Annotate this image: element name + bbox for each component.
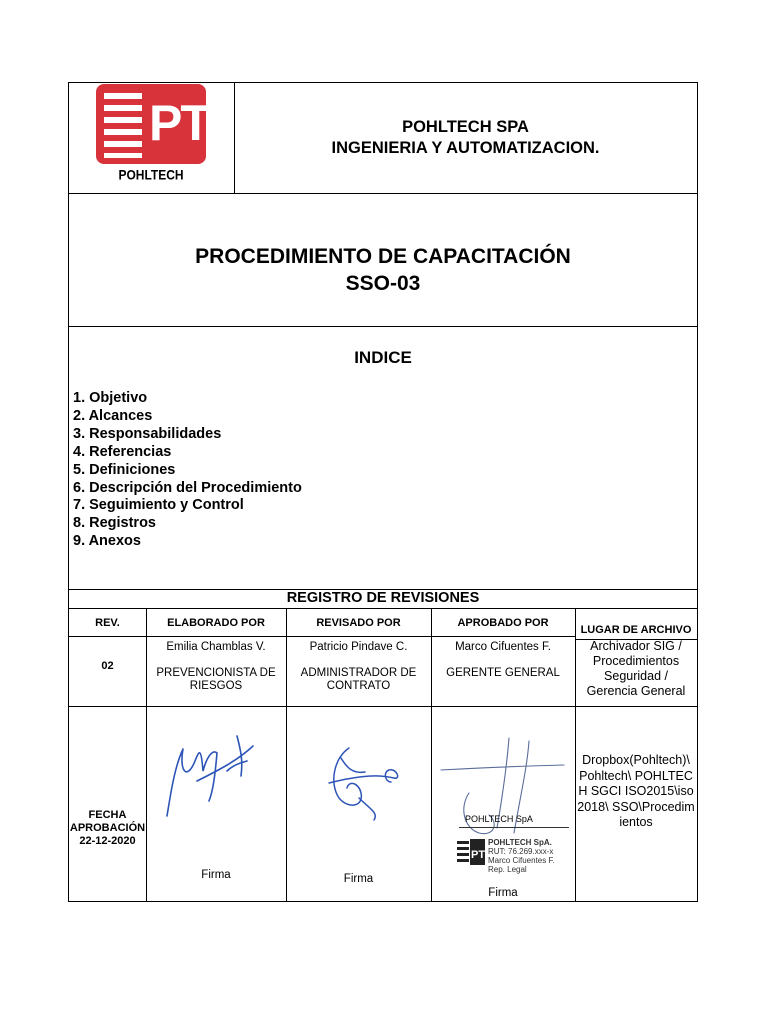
company-line-2: INGENIERIA Y AUTOMATIZACION. bbox=[331, 139, 600, 157]
logo-mark: PT bbox=[149, 95, 209, 151]
index-list bbox=[73, 390, 302, 551]
index-item: 5. Definiciones bbox=[73, 461, 176, 478]
company-logo bbox=[69, 83, 234, 193]
lugar-archivo-2: Dropbox(Pohltech)\ Pohltech\ POHLTECH SGCI ISO2015\iso2018\ SSO\Procedimientos bbox=[577, 753, 695, 829]
index-item: 9. Anexos bbox=[73, 533, 141, 550]
col-header-aprobado: APROBADO POR bbox=[457, 617, 549, 629]
stamp-label: POHLTECH SpA bbox=[465, 814, 533, 824]
firma-label-revisado: Firma bbox=[343, 873, 374, 885]
document-title bbox=[69, 243, 697, 297]
index-item: 6. Descripción del Procedimiento bbox=[73, 479, 302, 496]
aprobado-role: GERENTE GENERAL bbox=[446, 667, 560, 679]
signature-revisado bbox=[319, 738, 409, 823]
document-title-line-1: PROCEDIMIENTO DE CAPACITACIÓN bbox=[195, 245, 571, 268]
signature-elaborado bbox=[157, 721, 267, 821]
index-title: INDICE bbox=[354, 348, 412, 367]
index-item: 3. Responsabilidades bbox=[73, 425, 222, 442]
col-header-elaborado: ELABORADO POR bbox=[167, 617, 265, 629]
lugar-archivo-1: Archivador SIG / Procedimientos Seguridad / Gerencia General bbox=[586, 639, 686, 698]
revisado-name: Patricio Pindave C. bbox=[309, 641, 408, 653]
col-header-revisado: REVISADO POR bbox=[316, 617, 401, 629]
index-item: 2. Alcances bbox=[73, 407, 153, 424]
revisions-title: REGISTRO DE REVISIONES bbox=[286, 590, 480, 606]
index-item: 4. Referencias bbox=[73, 443, 172, 460]
stamp-name: Marco Cifuentes F. bbox=[488, 856, 555, 865]
index-item: 1. Objetivo bbox=[73, 390, 148, 406]
signature-line bbox=[459, 827, 569, 828]
svg-text:PT: PT bbox=[471, 849, 485, 861]
elaborado-name: Emilia Chamblas V. bbox=[166, 641, 266, 653]
rev-number: 02 bbox=[101, 660, 114, 672]
col-header-rev: REV. bbox=[95, 617, 120, 629]
document-code: SSO-03 bbox=[345, 272, 421, 295]
index-item: 8. Registros bbox=[73, 515, 156, 532]
fecha-aprobacion bbox=[69, 809, 146, 848]
firma-label-elaborado: Firma bbox=[201, 869, 231, 881]
stamp-rut: RUT: 76.269.xxx-x bbox=[488, 847, 554, 856]
company-line-1: POHLTECH SPA bbox=[402, 118, 529, 136]
firma-label-aprobado: Firma bbox=[488, 887, 518, 899]
index-item: 7. Seguimiento y Control bbox=[73, 497, 244, 514]
fecha-label: FECHA APROBACIÓN bbox=[69, 809, 146, 834]
stamp-logo-icon bbox=[457, 839, 485, 867]
stamp-text bbox=[488, 838, 555, 874]
fecha-value: 22-12-2020 bbox=[79, 835, 136, 847]
logo-caption: POHLTECH bbox=[118, 166, 184, 184]
company-name bbox=[234, 117, 697, 159]
elaborado-role: PREVENCIONISTA DE RIESGOS bbox=[156, 667, 276, 692]
aprobado-name: Marco Cifuentes F. bbox=[455, 641, 551, 653]
document-frame bbox=[68, 82, 698, 902]
stamp-company: POHLTECH SpA. bbox=[488, 838, 552, 847]
stamp-role: Rep. Legal bbox=[488, 865, 527, 874]
revisado-role: ADMINISTRADOR DE CONTRATO bbox=[300, 667, 417, 692]
col-header-lugar: LUGAR DE ARCHIVO bbox=[580, 624, 692, 636]
